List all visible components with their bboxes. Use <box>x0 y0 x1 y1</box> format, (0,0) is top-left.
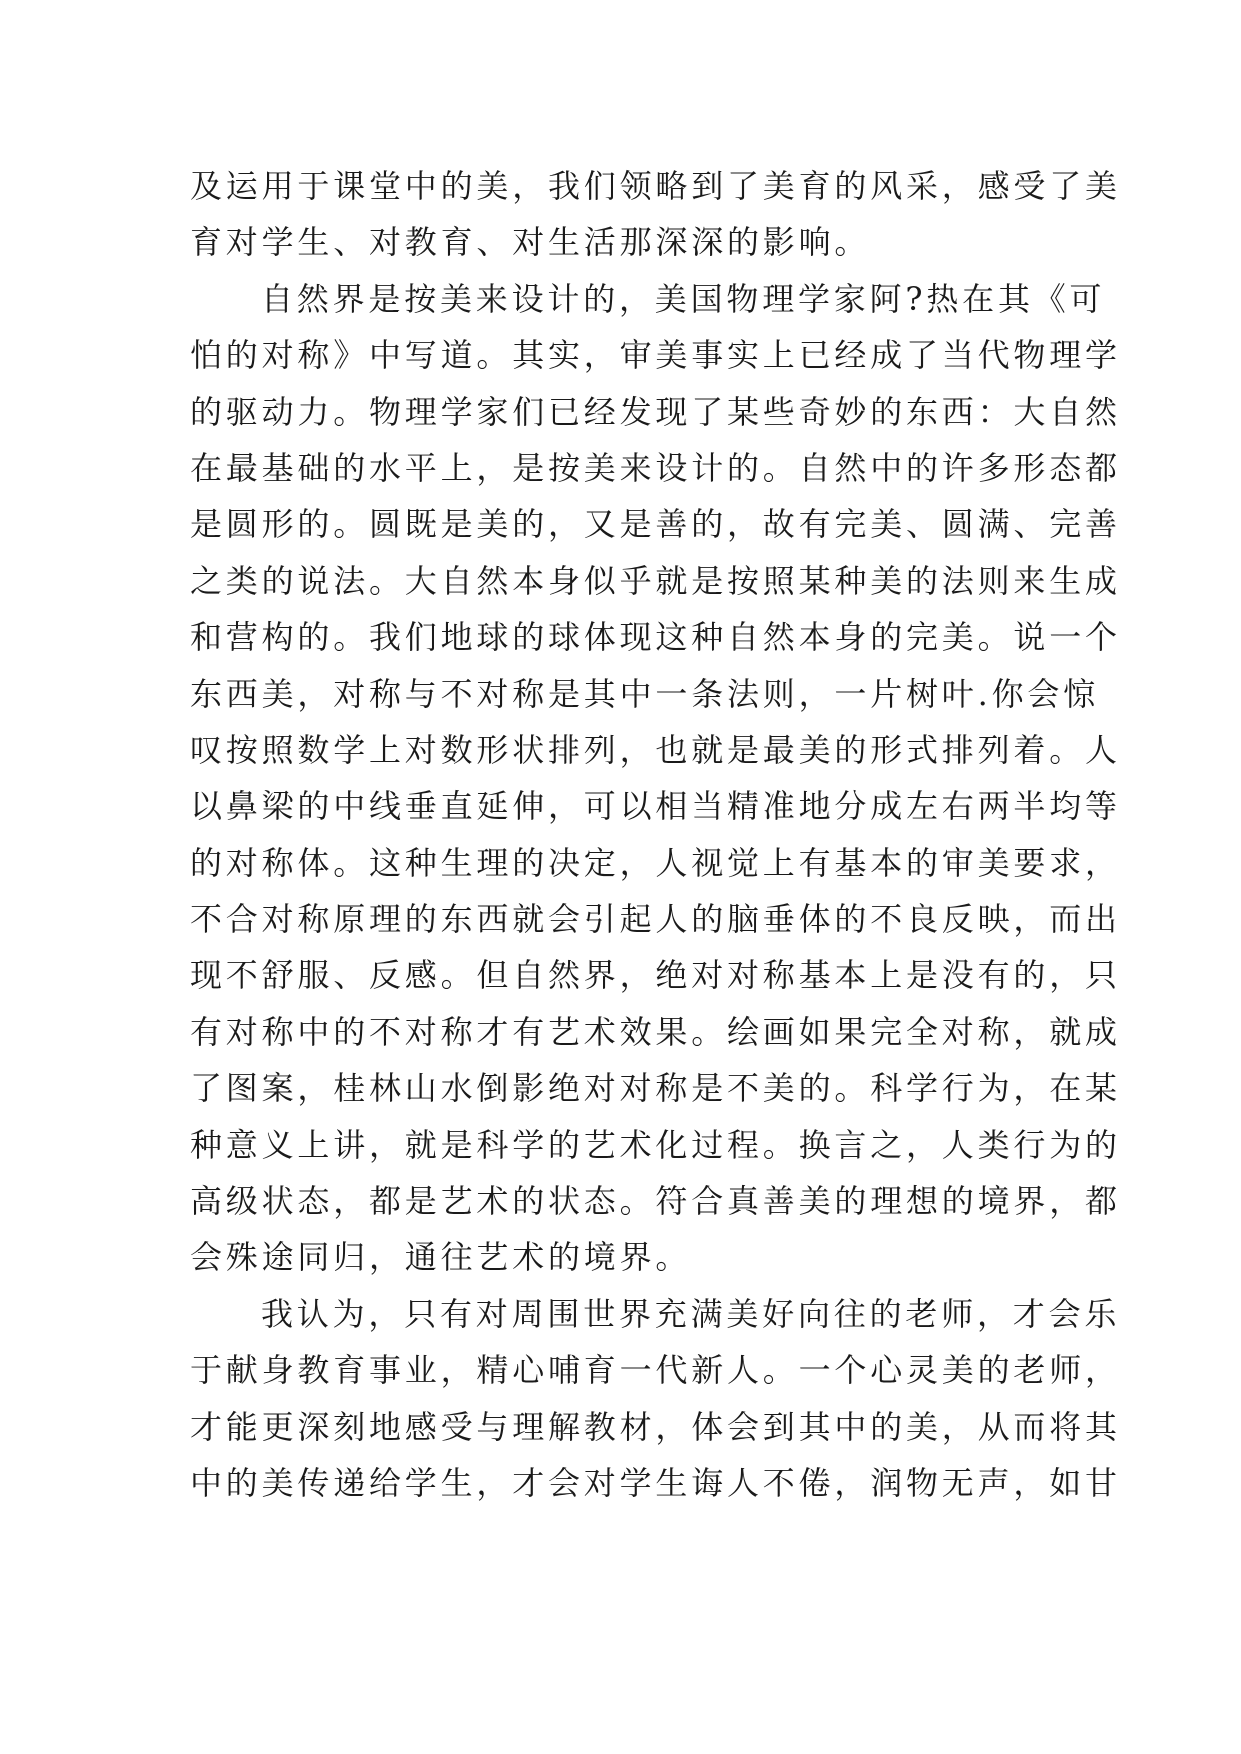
paragraph <box>190 271 1121 1286</box>
text-line: 中的美传递给学生，才会对学生诲人不倦，润物无声，如甘 <box>190 1463 1121 1502</box>
text-line: 叹按照数学上对数形状排列，也就是最美的形式排列着。人 <box>190 730 1121 769</box>
text-line: 之类的说法。大自然本身似乎就是按照某种美的法则来生成 <box>190 561 1121 600</box>
text-line: 和营构的。我们地球的球体现这种自然本身的完美。说一个 <box>190 618 1121 657</box>
text-line: 我认为，只有对周围世界充满美好向往的老师，才会乐 <box>261 1294 1121 1333</box>
text-line: 有对称中的不对称才有艺术效果。绘画如果完全对称，就成 <box>190 1012 1121 1051</box>
text-line: 种意义上讲，就是科学的艺术化过程。换言之，人类行为的 <box>190 1125 1121 1164</box>
paragraph <box>190 1286 1121 1512</box>
text-line: 是圆形的。圆既是美的，又是善的，故有完美、圆满、完善 <box>190 505 1121 544</box>
text-line: 会殊途同归，通往艺术的境界。 <box>190 1238 692 1277</box>
text-line: 育对学生、对教育、对生活那深深的影响。 <box>190 223 871 262</box>
text-line: 现不舒服、反感。但自然界，绝对对称基本上是没有的，只 <box>190 956 1121 995</box>
text-line: 高级状态，都是艺术的状态。符合真善美的理想的境界，都 <box>190 1182 1121 1221</box>
text-line: 了图案，桂林山水倒影绝对对称是不美的。科学行为，在某 <box>190 1069 1121 1108</box>
text-line: 的对称体。这种生理的决定，人视觉上有基本的审美要求， <box>190 843 1121 882</box>
text-line: 以鼻梁的中线垂直延伸，可以相当精准地分成左右两半均等 <box>190 787 1121 826</box>
paragraph <box>190 158 1121 271</box>
text-line: 于献身教育事业，精心哺育一代新人。一个心灵美的老师， <box>190 1351 1121 1390</box>
text-line: 怕的对称》中写道。其实，审美事实上已经成了当代物理学 <box>190 336 1121 375</box>
text-line: 及运用于课堂中的美，我们领略到了美育的风采，感受了美 <box>190 167 1121 205</box>
text-line: 的驱动力。物理学家们已经发现了某些奇妙的东西：大自然 <box>190 392 1121 431</box>
text-line: 才能更深刻地感受与理解教材，体会到其中的美，从而将其 <box>190 1407 1121 1446</box>
document-body <box>190 158 1121 1511</box>
text-line: 东西美，对称与不对称是其中一条法则，一片树叶.你会惊 <box>190 674 1099 713</box>
text-line: 在最基础的水平上，是按美来设计的。自然中的许多形态都 <box>190 448 1121 487</box>
text-line: 不合对称原理的东西就会引起人的脑垂体的不良反映，而出 <box>190 900 1121 939</box>
text-line: 自然界是按美来设计的，美国物理学家阿?热在其《可 <box>261 279 1106 318</box>
